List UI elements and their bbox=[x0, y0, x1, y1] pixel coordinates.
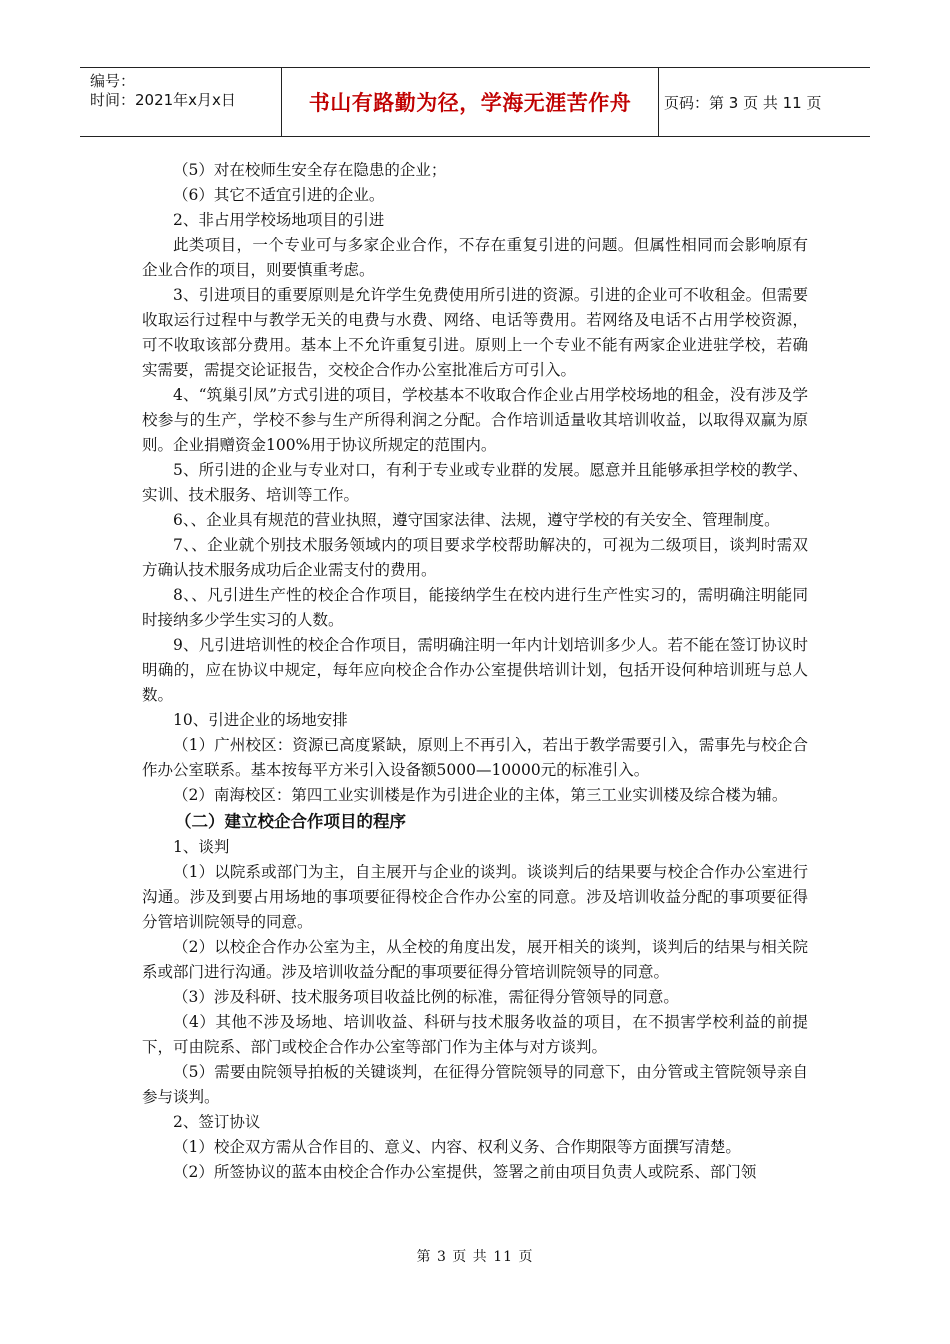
page-header bbox=[80, 67, 870, 137]
paragraph: 10、引进企业的场地安排 bbox=[173, 711, 348, 729]
paragraph: （2）南海校区：第四工业实训楼是作为引进企业的主体，第三工业实训楼及综合楼为辅。 bbox=[173, 786, 788, 804]
paragraph: 1、谈判 bbox=[173, 838, 230, 856]
header-motto-cell bbox=[282, 68, 659, 136]
paragraph: 2、非占用学校场地项目的引进 bbox=[173, 211, 385, 229]
paragraph: 7、、企业就个别技术服务领域内的项目要求学校帮助解决的，可视为二级项目，谈判时需双方确认技术服务成功后企业需支付的费用。 bbox=[142, 536, 808, 579]
header-page-cell bbox=[658, 68, 870, 136]
paragraph: （6）其它不适宜引进的企业。 bbox=[173, 186, 385, 204]
paragraph: （1）广州校区：资源已高度紧缺，原则上不再引入，若出于教学需要引入，需事先与校企合作办公室联系。基本按每平方米引入设备额5000—10000元的标准引入。 bbox=[142, 736, 808, 779]
paragraph: 此类项目，一个专业可与多家企业合作，不存在重复引进的问题。但属性相同而会影响原有企业合作的项目，则要慎重考虑。 bbox=[142, 236, 808, 279]
section-heading: （二）建立校企合作项目的程序 bbox=[175, 812, 406, 831]
paragraph: 8、、凡引进生产性的校企合作项目，能接纳学生在校内进行生产性实习的，需明确注明能同时接纳多少学生实习的人数。 bbox=[142, 586, 808, 629]
paragraph: （4）其他不涉及场地、培训收益、科研与技术服务收益的项目，在不损害学校利益的前提下，可由院系、部门或校企合作办公室等部门作为主体与对方谈判。 bbox=[142, 1013, 808, 1056]
header-meta bbox=[80, 68, 282, 136]
time-label: 时间：2021年x月x日 bbox=[90, 91, 236, 109]
paragraph: 4、“筑巢引凤”方式引进的项目，学校基本不收取合作企业占用学校场地的租金，没有涉及学校参与的生产，学校不参与生产所得利润之分配。合作培训适量收其培训收益，以取得双赢为原则。企业捐赠资金100%用于协议所规定的范围内。 bbox=[142, 386, 808, 454]
page-label: 页码：第 3 页 共 11 页 bbox=[664, 93, 822, 112]
paragraph: （1）以院系或部门为主，自主展开与企业的谈判。谈谈判后的结果要与校企合作办公室进行沟通。涉及到要占用场地的事项要征得校企合作办公室的同意。涉及培训收益分配的事项要征得分管培训院领导的同意。 bbox=[142, 863, 808, 931]
paragraph: 5、所引进的企业与专业对口，有利于专业或专业群的发展。愿意并且能够承担学校的教学、实训、技术服务、培训等工作。 bbox=[142, 461, 808, 504]
motto-text: 书山有路勤为径，学海无涯苦作舟 bbox=[308, 91, 632, 115]
paragraph: （2）以校企合作办公室为主，从全校的角度出发，展开相关的谈判，谈判后的结果与相关院系或部门进行沟通。涉及培训收益分配的事项要征得分管培训院领导的同意。 bbox=[142, 938, 808, 981]
paragraph: （1）校企双方需从合作目的、意义、内容、权利义务、合作期限等方面撰写清楚。 bbox=[173, 1138, 741, 1156]
paragraph: 6、、企业具有规范的营业执照，遵守国家法律、法规，遵守学校的有关安全、管理制度。 bbox=[173, 511, 780, 529]
number-label: 编号： bbox=[90, 72, 136, 90]
paragraph: （3）涉及科研、技术服务项目收益比例的标准，需征得分管领导的同意。 bbox=[173, 988, 679, 1006]
paragraph: 3、引进项目的重要原则是允许学生免费使用所引进的资源。引进的企业可不收租金。但需要收取运行过程中与教学无关的电费与水费、网络、电话等费用。若网络及电话不占用学校资源，可不收取该部分费用。基本上不允许重复引进。原则上一个专业不能有两家企业进驻学校，若确实需要，需提交论证报告，交校企合作办公室批准后方可引入。 bbox=[142, 286, 808, 379]
paragraph: 2、签订协议 bbox=[173, 1113, 261, 1131]
paragraph: （5）对在校师生安全存在隐患的企业； bbox=[173, 161, 447, 179]
document-body bbox=[142, 158, 808, 1185]
page-footer: 第 3 页 共 11 页 bbox=[416, 1249, 534, 1265]
paragraph: 9、凡引进培训性的校企合作项目，需明确注明一年内计划培训多少人。若不能在签订协议时明确的，应在协议中规定，每年应向校企合作办公室提供培训计划，包括开设何种培训班与总人数。 bbox=[142, 636, 808, 704]
paragraph: （2）所签协议的蓝本由校企合作办公室提供，签署之前由项目负责人或院系、部门领 bbox=[173, 1163, 757, 1181]
paragraph: （5）需要由院领导拍板的关键谈判，在征得分管院领导的同意下，由分管或主管院领导亲自参与谈判。 bbox=[142, 1063, 808, 1106]
